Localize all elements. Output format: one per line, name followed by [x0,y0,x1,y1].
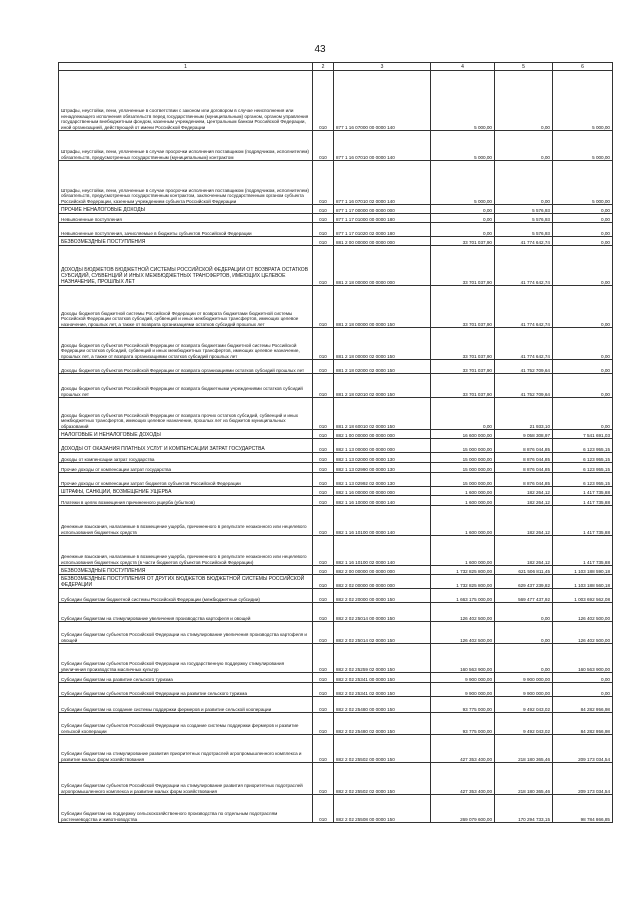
row-name: Субсидии бюджетам субъектов Российской Федерации на развитие сельского туризма [59,683,313,697]
row-remaining: 0,00 [553,223,613,237]
row-name: ДОХОДЫ БЮДЖЕТОВ БЮДЖЕТНОЙ СИСТЕМЫ РОССИЙСКОЙ ФЕДЕРАЦИИ ОТ ВОЗВРАТА ОСТАТКОВ СУБСИДИЙ, СУБВЕНЦИЙ И ИНЫХ МЕЖБЮДЖЕТНЫХ ТРАНСФЕРТОВ, ИМЕЮЩИХ ЦЕЛЕВОЕ НАЗНАЧЕНИЕ, ПРОШЛЫХ ЛЕТ [59,246,313,286]
row-code: 010 [313,644,334,673]
row-name: Субсидии бюджетам субъектов Российской Федерации на государственную поддержку стимулирования увеличения производства масличных культур [59,644,313,673]
row-name: Денежные взыскания, налагаемые в возмещение ущерба, причиненного в результате незаконного или нецелевого использования бюджетных средств [59,506,313,536]
row-executed: 629 437 239,82 [495,575,553,589]
row-executed: 41 752 709,64 [495,360,553,374]
row-name: Доходы бюджетов субъектов Российской Федерации от возврата организациями остатков субсидий прошлых лет [59,360,313,374]
row-approved: 0,00 [431,214,495,223]
row-approved: 427 353 400,00 [431,763,495,795]
table-row [59,589,613,603]
row-executed: 0,00 [495,131,553,161]
row-executed: 41 774 642,74 [495,286,553,328]
row-remaining: 1 417 735,88 [553,496,613,506]
table-row [59,473,613,487]
row-executed: 182 264,12 [495,506,553,536]
row-remaining: 0,00 [553,246,613,286]
row-code: 010 [313,487,334,496]
table-row [59,328,613,360]
row-kbk: 882 2 02 20000 00 0000 150 [334,589,431,603]
row-remaining: 160 563 900,00 [553,644,613,673]
row-kbk: 882 1 16 10100 00 0000 140 [334,506,431,536]
table-row [59,214,613,223]
row-remaining: 126 402 500,00 [553,622,613,644]
row-approved: 33 701 037,90 [431,286,495,328]
row-name: Прочие доходы от компенсации затрат государства [59,463,313,473]
table-row [59,205,613,214]
row-approved: 9 900 000,00 [431,683,495,697]
row-remaining: 1 003 692 562,08 [553,589,613,603]
row-remaining: 0,00 [553,328,613,360]
row-approved: 1 732 825 800,00 [431,575,495,589]
table-row [59,735,613,763]
row-remaining: 7 541 691,03 [553,430,613,439]
row-approved: 15 000 000,00 [431,439,495,453]
row-executed: 9 492 043,02 [495,697,553,713]
row-remaining: 5 000,00 [553,161,613,205]
row-executed: 41 774 642,74 [495,237,553,246]
row-kbk: 877 1 16 07010 02 0000 140 [334,161,431,205]
row-remaining: 98 784 866,85 [553,795,613,823]
row-code: 010 [313,205,334,214]
table-row [59,622,613,644]
row-kbk: 881 2 00 00000 00 0000 000 [334,237,431,246]
row-code: 010 [313,328,334,360]
row-kbk: 882 1 16 10100 02 0000 140 [334,536,431,566]
row-remaining: 209 173 034,54 [553,735,613,763]
row-name: БЕЗВОЗМЕЗДНЫЕ ПОСТУПЛЕНИЯ [59,237,313,246]
row-name: Субсидии бюджетам на создание системы поддержки фермеров и развитие сельской кооперации [59,697,313,713]
row-executed: 170 294 733,15 [495,795,553,823]
row-approved: 15 000 000,00 [431,453,495,463]
header-row [59,63,613,71]
table-row [59,566,613,575]
row-executed: 41 774 642,74 [495,246,553,286]
row-code: 010 [313,603,334,622]
row-kbk: 882 2 02 25502 02 0000 150 [334,763,431,795]
row-remaining: 0,00 [553,214,613,223]
row-code: 010 [313,589,334,603]
table-row [59,374,613,398]
row-name: ШТРАФЫ, САНКЦИИ, ВОЗМЕЩЕНИЕ УЩЕРБА [59,487,313,496]
row-executed: 0,00 [495,71,553,131]
row-approved: 160 563 900,00 [431,644,495,673]
row-approved: 1 732 825 800,00 [431,566,495,575]
row-name: Платежи в целях возмещения причиненного ущерба (убытков) [59,496,313,506]
table-row [59,131,613,161]
row-name: НАЛОГОВЫЕ И НЕНАЛОГОВЫЕ ДОХОДЫ [59,430,313,439]
row-name: Доходы бюджетов бюджетной системы Российской Федерации от возврата бюджетами бюджетной системы Российской Федерации остатков субсидий, субвенций и иных межбюджетных трансфертов, имеющих целевое назначение, прошлых лет, а также от возврата организациями остатков субсидий прошлых лет [59,286,313,328]
row-executed: 8 876 044,85 [495,439,553,453]
row-kbk: 882 2 00 00000 00 0000 000 [334,566,431,575]
row-executed: 5 576,93 [495,214,553,223]
row-remaining: 1 103 188 590,18 [553,566,613,575]
row-kbk: 882 2 02 25508 00 0000 150 [334,795,431,823]
row-executed: 182 264,12 [495,536,553,566]
row-approved: 1 600 000,00 [431,506,495,536]
row-approved: 269 079 600,00 [431,795,495,823]
row-remaining: 0,00 [553,374,613,398]
row-code: 010 [313,453,334,463]
row-approved: 15 000 000,00 [431,463,495,473]
row-executed: 5 576,93 [495,223,553,237]
table-row [59,795,613,823]
table-body [59,71,613,823]
row-approved: 126 402 500,00 [431,622,495,644]
table-row [59,246,613,286]
row-kbk: 877 1 17 01000 00 0000 180 [334,214,431,223]
row-remaining: 1 417 735,88 [553,536,613,566]
row-executed: 218 180 365,46 [495,763,553,795]
table-row [59,398,613,430]
row-kbk: 882 1 13 02990 00 0000 130 [334,463,431,473]
table-row [59,360,613,374]
row-executed: 9 900 000,00 [495,673,553,683]
row-name: ПРОЧИЕ НЕНАЛОГОВЫЕ ДОХОДЫ [59,205,313,214]
row-code: 010 [313,286,334,328]
col-header-3: 3 [334,63,431,71]
row-kbk: 881 2 18 60010 02 0000 150 [334,398,431,430]
row-approved: 5 000,00 [431,71,495,131]
row-remaining: 0,00 [553,673,613,683]
row-name: Штрафы, неустойки, пени, уплаченные в случае просрочки исполнения поставщиком (подрядчиком, исполнителем) обязательств, предусмотренных государственным контрактом, заключенным государственным органом субъекта Российской Федерации, казенным учреждением субъекта Российской Федерации [59,161,313,205]
table-row [59,286,613,328]
row-name: Субсидии бюджетам на развитие сельского туризма [59,673,313,683]
row-executed: 569 477 437,92 [495,589,553,603]
row-approved: 427 353 400,00 [431,735,495,763]
row-kbk: 877 1 16 07000 00 0000 140 [334,71,431,131]
row-name: Доходы от компенсации затрат государства [59,453,313,463]
table-row [59,713,613,735]
table-row [59,453,613,463]
row-kbk: 881 2 18 02000 02 0000 150 [334,360,431,374]
table-row [59,763,613,795]
row-remaining: 0,00 [553,286,613,328]
row-code: 010 [313,506,334,536]
row-code: 010 [313,214,334,223]
row-code: 010 [313,735,334,763]
row-remaining: 5 000,00 [553,71,613,131]
row-code: 010 [313,496,334,506]
row-kbk: 882 2 02 25014 00 0000 150 [334,603,431,622]
row-approved: 1 600 000,00 [431,536,495,566]
row-kbk: 882 1 00 00000 00 0000 000 [334,430,431,439]
row-code: 010 [313,473,334,487]
row-kbk: 881 2 18 00000 02 0000 150 [334,328,431,360]
row-executed: 21 933,10 [495,398,553,430]
row-name: Субсидии бюджетам на стимулирование увеличения производства картофеля и овощей [59,603,313,622]
row-kbk: 882 2 02 25259 02 0000 150 [334,644,431,673]
row-code: 010 [313,713,334,735]
row-code: 010 [313,566,334,575]
row-executed: 9 900 000,00 [495,683,553,697]
row-code: 010 [313,131,334,161]
row-kbk: 882 2 02 25480 02 0000 150 [334,713,431,735]
row-approved: 5 000,00 [431,131,495,161]
row-remaining: 6 123 955,15 [553,453,613,463]
row-kbk: 882 2 02 25341 00 0000 150 [334,673,431,683]
table-row [59,575,613,589]
row-kbk: 882 1 13 02992 02 0000 130 [334,473,431,487]
table-row [59,237,613,246]
row-code: 010 [313,430,334,439]
row-remaining: 1 417 735,88 [553,506,613,536]
row-name: Субсидии бюджетам субъектов Российской Федерации на создание системы поддержки фермеров и развитие сельской кооперации [59,713,313,735]
row-name: Денежные взыскания, налагаемые в возмещение ущерба, причиненного в результате незаконного или нецелевого использования бюджетных средств (в части бюджетов субъектов Российской Федерации) [59,536,313,566]
row-remaining: 0,00 [553,360,613,374]
table-row [59,697,613,713]
row-approved: 33 701 037,90 [431,328,495,360]
table-row [59,161,613,205]
col-header-6: 6 [553,63,613,71]
row-approved: 0,00 [431,398,495,430]
row-approved: 15 000 000,00 [431,473,495,487]
row-approved: 9 900 000,00 [431,673,495,683]
row-approved: 93 775 000,00 [431,697,495,713]
row-remaining: 0,00 [553,398,613,430]
row-approved: 1 600 000,00 [431,487,495,496]
row-remaining: 0,00 [553,205,613,214]
row-approved: 126 402 500,00 [431,603,495,622]
row-kbk: 882 2 02 25480 00 0000 150 [334,697,431,713]
row-kbk: 877 1 16 07010 00 0000 140 [334,131,431,161]
row-kbk: 881 2 18 00000 00 0000 000 [334,246,431,286]
row-code: 010 [313,398,334,430]
row-executed: 8 876 044,85 [495,453,553,463]
row-kbk: 882 1 13 02000 00 0000 130 [334,453,431,463]
page-number: 43 [314,44,326,55]
revenue-table [58,62,613,823]
row-approved: 5 000,00 [431,161,495,205]
row-executed: 218 180 365,46 [495,735,553,763]
row-approved: 33 701 037,90 [431,374,495,398]
row-code: 010 [313,575,334,589]
row-name: Доходы бюджетов субъектов Российской Федерации от возврата бюджетами бюджетной системы Российской Федерации остатков субсидий, субвенций и иных межбюджетных трансфертов, имеющих целевое назначение, прошлых лет, а также от возврата организациями остатков субсидий прошлых лет [59,328,313,360]
row-remaining: 209 173 034,54 [553,763,613,795]
row-kbk: 881 2 18 00000 00 0000 150 [334,286,431,328]
row-kbk: 882 2 02 25014 02 0000 150 [334,622,431,644]
row-approved: 0,00 [431,205,495,214]
row-name: Невыясненные поступления, зачисляемые в бюджеты субъектов Российской Федерации [59,223,313,237]
row-executed: 9 058 308,97 [495,430,553,439]
row-name: Субсидии бюджетам бюджетной системы Российской Федерации (межбюджетные субсидии) [59,589,313,603]
table-row [59,683,613,697]
row-code: 010 [313,71,334,131]
row-executed: 182 264,12 [495,487,553,496]
row-kbk: 882 1 16 00000 00 0000 000 [334,487,431,496]
row-code: 010 [313,795,334,823]
row-approved: 1 663 175 000,00 [431,589,495,603]
row-executed: 41 774 642,74 [495,328,553,360]
row-kbk: 877 1 17 01020 02 0000 180 [334,223,431,237]
row-name: Субсидии бюджетам субъектов Российской Федерации на стимулирование развития приоритетных подотраслей агропромышленного комплекса и развитие малых форм хозяйствования [59,763,313,795]
row-name: Субсидии бюджетам субъектов Российской Федерации на стимулирование увеличения производства картофеля и овощей [59,622,313,644]
row-kbk: 882 2 02 25502 00 0000 150 [334,735,431,763]
col-header-5: 5 [495,63,553,71]
row-name: БЕЗВОЗМЕЗДНЫЕ ПОСТУПЛЕНИЯ [59,566,313,575]
row-executed: 8 876 044,85 [495,463,553,473]
row-remaining: 0,00 [553,237,613,246]
row-kbk: 882 1 13 00000 00 0000 000 [334,439,431,453]
table-row [59,71,613,131]
row-remaining: 126 402 500,00 [553,603,613,622]
row-code: 010 [313,223,334,237]
row-executed: 182 264,12 [495,496,553,506]
row-code: 010 [313,673,334,683]
row-approved: 16 600 000,00 [431,430,495,439]
table-row [59,487,613,496]
row-kbk: 882 2 02 00000 00 0000 000 [334,575,431,589]
row-executed: 9 492 043,02 [495,713,553,735]
row-name: Субсидии бюджетам на стимулирование развития приоритетных подотраслей агропромышленного комплекса и развитие малых форм хозяйствования [59,735,313,763]
row-remaining: 6 123 955,15 [553,463,613,473]
row-remaining: 1 417 735,88 [553,487,613,496]
row-code: 010 [313,697,334,713]
row-approved: 33 701 037,90 [431,360,495,374]
row-code: 010 [313,622,334,644]
row-name: Прочие доходы от компенсации затрат бюджетов субъектов Российской Федерации [59,473,313,487]
row-name: Субсидии бюджетам на поддержку сельскохозяйственного производства по отдельным подотраслям растениеводства и животноводства [59,795,313,823]
row-executed: 41 752 709,64 [495,374,553,398]
row-executed: 5 576,93 [495,205,553,214]
row-code: 010 [313,161,334,205]
row-name: БЕЗВОЗМЕЗДНЫЕ ПОСТУПЛЕНИЯ ОТ ДРУГИХ БЮДЖЕТОВ БЮДЖЕТНОЙ СИСТЕМЫ РОССИЙСКОЙ ФЕДЕРАЦИИ [59,575,313,589]
row-code: 010 [313,463,334,473]
row-remaining: 84 282 956,98 [553,713,613,735]
row-code: 010 [313,683,334,697]
col-header-4: 4 [431,63,495,71]
row-remaining: 6 123 955,15 [553,473,613,487]
row-remaining: 1 103 188 560,18 [553,575,613,589]
table-row [59,463,613,473]
table-row [59,603,613,622]
row-remaining: 0,00 [553,683,613,697]
table-row [59,430,613,439]
row-code: 010 [313,536,334,566]
row-approved: 0,00 [431,223,495,237]
row-code: 010 [313,374,334,398]
col-header-1: 1 [59,63,313,71]
row-code: 010 [313,439,334,453]
row-executed: 621 506 811,45 [495,566,553,575]
row-approved: 1 600 000,00 [431,496,495,506]
row-name: Доходы бюджетов субъектов Российской Федерации от возврата прочих остатков субсидий, субвенций и иных межбюджетных трансфертов, имеющих целевое назначение, прошлых лет из бюджетов муниципальных образований [59,398,313,430]
row-name: Штрафы, неустойки, пени, уплаченные в случае просрочки исполнения поставщиком (подрядчиком, исполнителем) обязательств, предусмотренных государственным (муниципальным) контрактом [59,131,313,161]
table-row [59,223,613,237]
row-executed: 0,00 [495,603,553,622]
table-row [59,439,613,453]
row-remaining: 5 000,00 [553,131,613,161]
row-name: ДОХОДЫ ОТ ОКАЗАНИЯ ПЛАТНЫХ УСЛУГ И КОМПЕНСАЦИИ ЗАТРАТ ГОСУДАРСТВА [59,439,313,453]
row-executed: 0,00 [495,161,553,205]
row-code: 010 [313,360,334,374]
row-executed: 8 876 044,85 [495,473,553,487]
row-executed: 0,00 [495,622,553,644]
row-approved: 33 701 037,90 [431,237,495,246]
table-row [59,536,613,566]
col-header-2: 2 [313,63,334,71]
row-approved: 93 775 000,00 [431,713,495,735]
table-row [59,644,613,673]
row-kbk: 882 2 02 25341 02 0000 150 [334,683,431,697]
table-row [59,496,613,506]
row-remaining: 6 123 955,15 [553,439,613,453]
table-row [59,506,613,536]
row-code: 010 [313,246,334,286]
row-kbk: 882 1 16 10000 00 0000 140 [334,496,431,506]
row-kbk: 881 2 18 02010 02 0000 150 [334,374,431,398]
row-code: 010 [313,763,334,795]
row-name: Невыясненные поступления [59,214,313,223]
table-row [59,673,613,683]
row-kbk: 877 1 17 00000 00 0000 000 [334,205,431,214]
row-name: Доходы бюджетов субъектов Российской Федерации от возврата бюджетными учреждениями остатков субсидий прошлых лет [59,374,313,398]
row-code: 010 [313,237,334,246]
row-executed: 0,00 [495,644,553,673]
row-name: Штрафы, неустойки, пени, уплаченные в соответствии с законом или договором в случае неисполнения или ненадлежащего исполнения обязательств перед государственным (муниципальным) органом, органом управления государственным внебюджетным фондом, казенным учреждением, Центральным банком Российской Федерации, иной организацией, действующей от имени Российской Федерации [59,71,313,131]
row-remaining: 84 282 956,98 [553,697,613,713]
row-approved: 33 701 037,90 [431,246,495,286]
